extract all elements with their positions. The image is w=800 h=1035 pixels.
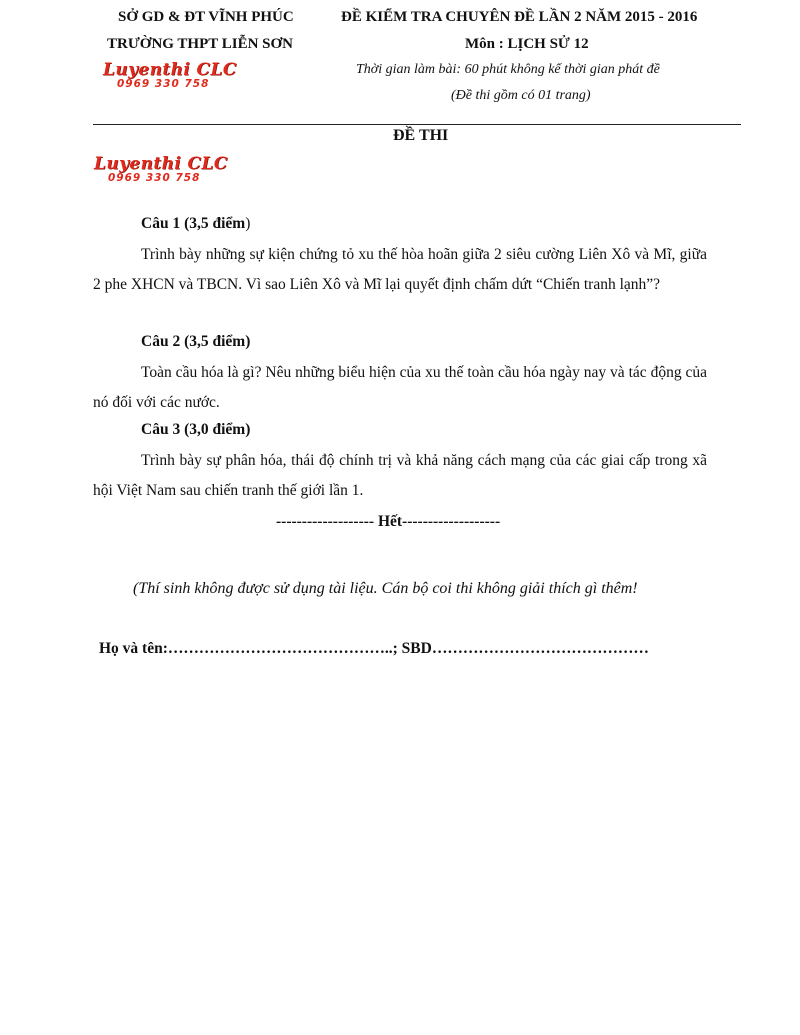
department-name: SỞ GD & ĐT VĨNH PHÚC [118, 9, 294, 25]
question-heading-close: ) [245, 215, 251, 232]
watermark-logo [94, 154, 228, 184]
logo-brand-text: Luyenthi CLC [94, 154, 228, 174]
candidate-info-line: Họ và tên:……………………………………..; SBD…………………………………… [99, 640, 649, 657]
logo-phone-text: 0969 330 758 [108, 172, 201, 184]
question-heading [141, 215, 250, 233]
logo-brand-text: Luyenthi CLC [103, 60, 237, 80]
end-marker: ------------------- Hết------------------- [276, 513, 501, 530]
watermark-logo [103, 60, 237, 90]
exam-title: ĐỀ KIỂM TRA CHUYÊN ĐỀ LẦN 2 NĂM 2015 - 2016 [341, 9, 698, 25]
time-allowed: Thời gian làm bài: 60 phút không kể thời gian phát đề [356, 62, 660, 77]
subject-line: Môn : LỊCH SỬ 12 [465, 36, 589, 52]
page-count-note: (Đề thi gồm có 01 trang) [451, 88, 591, 103]
question-heading: Câu 2 (3,5 điểm) [141, 333, 251, 350]
question-heading: Câu 3 (3,0 điểm) [141, 421, 251, 438]
question-text: Trình bày những sự kiện chứng tỏ xu thế hòa hoãn giữa 2 siêu cường Liên Xô và Mĩ, giữa 2 phe XHCN và TBCN. Vì sao Liên Xô và Mĩ lại quyết định chấm dứt “Chiến tranh lạnh”? [93, 246, 707, 293]
question-heading-label: Câu 1 (3,5 điểm [141, 215, 246, 232]
question-text: Trình bày sự phân hóa, thái độ chính trị và khả năng cách mạng của các giai cấp trong xã hội Việt Nam sau chiến tranh thế giới lần 1. [93, 452, 707, 499]
logo-phone-text: 0969 330 758 [117, 78, 210, 90]
exam-note: (Thí sinh không được sử dụng tài liệu. Cán bộ coi thi không giải thích gì thêm! [133, 580, 638, 597]
page-title: ĐỀ THI [393, 127, 449, 144]
school-name: TRƯỜNG THPT LIỄN SƠN [107, 36, 294, 52]
header-divider [93, 124, 741, 125]
question-text: Toàn cầu hóa là gì? Nêu những biểu hiện của xu thế toàn cầu hóa ngày nay và tác động của nó đối với các nước. [93, 364, 707, 411]
